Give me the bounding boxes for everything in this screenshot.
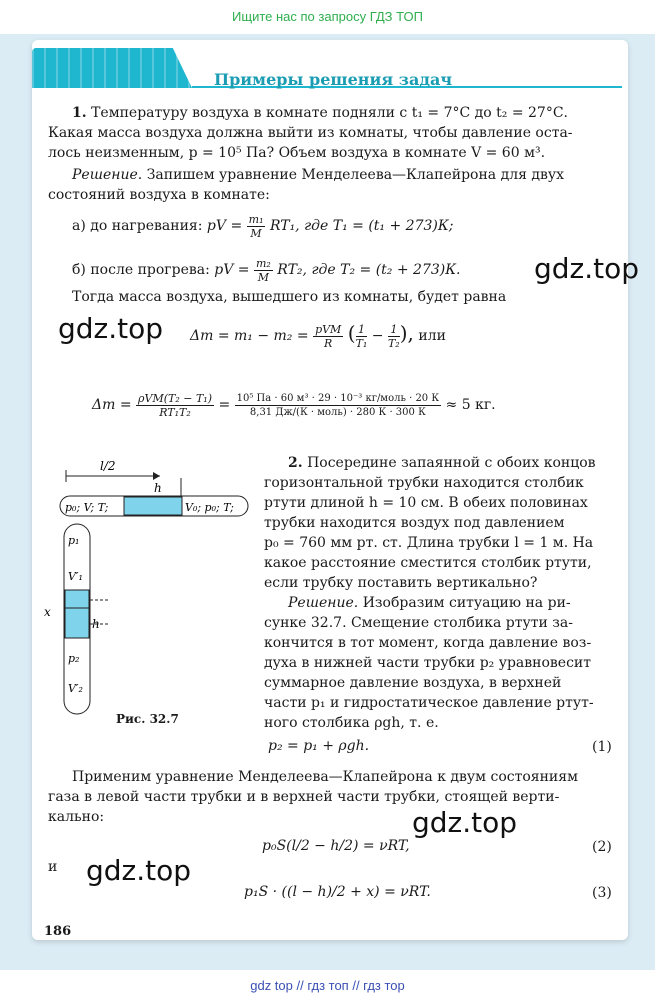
problem2-text-1: Посередине запаянной с обоих концов [307,455,596,471]
fig-label-h-top: h [154,481,162,495]
dm2-numeric-num: 10⁵ Па · 60 м³ · 29 · 10⁻³ кг/моль · 20 К [236,392,440,404]
apply-text-3: кально: [48,809,105,825]
equation-1-number: (1) [592,739,612,755]
watermark-1: gdz.top [534,252,640,285]
apply-text-1: Применим уравнение Менделеева—Клапейрона к двум состояниям [72,769,578,785]
dm2-num: ρVM(T₂ − T₁) [138,391,212,405]
header-decoration [32,48,192,88]
problem1-line1 [72,104,568,122]
equation-2: p₀S(l/2 − h/2) = νRT, [262,838,410,854]
equation-b [72,256,461,284]
dm1-fraction [313,323,343,350]
dm1-lhs: Δm = m₁ − m₂ = [190,328,309,344]
dm2-fraction [136,392,214,419]
fig-right-cell: V₀; p₀; T; [185,501,234,514]
fig-label-l-half: l/2 [100,459,116,473]
problem2-text-6: какое расстояние сместится столбик ртути, [264,555,592,571]
problem1-solution-2: состояний воздуха в комнате: [48,187,270,203]
dm2-result: ≈ 5 кг. [445,397,496,413]
solution-2-text-3: кончится в тот момент, когда давление воз- [264,635,592,651]
watermark-4: gdz.top [86,854,192,887]
arrow-head [153,472,160,480]
problem2-line-1 [288,454,596,472]
dm1-f2-num: 1 [388,323,400,337]
fig-p2: p₂ [68,652,80,665]
dm2-numeric-fraction [235,392,441,419]
figure-caption: Рис. 32.7 [116,712,179,726]
dm1-paren-close: ), [399,321,414,345]
eq-a-lhs: pV = [206,218,243,234]
figure-32-7 [40,456,260,716]
eq-b-den: M [257,270,270,284]
apply-text-2: газа в левой части трубки и в верхней части трубки, стоящей верти- [48,789,560,805]
equation-3-number: (3) [592,885,612,901]
solution-2-text-6: части p₁ и гидростатическое давление ртут- [264,695,594,711]
dm1-minus: − [371,328,384,344]
eq-b-fraction [254,257,273,284]
problem1-solution-1 [72,166,564,184]
page-number: 186 [44,924,72,939]
solution-label: Решение. [72,167,143,183]
delta-m-equation-2 [92,390,496,420]
fig-left-cell: p₀; V; T; [65,501,109,514]
problem2-text-2: горизонтальной трубки находится столбик [264,475,584,491]
solution-2-text-4: духа в нижней части трубки p₂ уравновесит [264,655,591,671]
problem2-solution-1 [288,594,571,612]
dm2-den: RT₁T₂ [159,405,191,419]
dm1-paren-open: ( [347,321,356,345]
eq-a-den: M [250,226,262,240]
dm1-fraction-1 [356,323,368,350]
solution-text: Запишем уравнение Менделеева—Клапейрона для двух [146,167,565,183]
dm2-numeric-den: 8,31 Дж/(К · моль) · 280 К · 300 К [249,406,426,418]
delta-m-equation-1 [190,318,446,351]
fig-x: x [44,605,51,619]
equation-a [72,212,453,240]
dm1-f2-den: T₂ [387,336,400,350]
fig-h-side: h [92,617,100,631]
problem2-text-5: p₀ = 760 мм рт. ст. Длина трубки l = 1 м. На [264,535,594,551]
solution-2-label: Решение. [288,595,359,611]
problem2-number: 2. [288,455,303,471]
dm1-fraction-2 [388,323,400,350]
watermark-2: gdz.top [58,312,164,345]
problem1-number: 1. [72,105,87,121]
fig-p1: p₁ [68,534,80,547]
problem1-text-2: Какая масса воздуха должна выйти из комнаты, чтобы давление оста- [48,125,573,141]
eq-a-rest: RT₁, где T₁ = (t₁ + 273)К; [269,218,454,234]
and-word: и [48,859,58,875]
section-title: Примеры решения задач [214,70,453,89]
eq-a-num: m₁ [248,212,264,226]
solution-2-text-2: сунке 32.7. Смещение столбика ртути за- [264,615,573,631]
solution-2-text-1: Изобразим ситуацию на ри- [362,595,571,611]
equation-3: p₁S · ((l − h)/2 + x) = νRT. [244,884,431,900]
eq-b-rest: RT₂, где T₂ = (t₂ + 273)К. [277,262,461,278]
bottom-banner[interactable]: gdz top // гдз топ // гдз тор [250,978,405,993]
eq-b-lhs: pV = [214,262,250,278]
top-banner[interactable]: Ищите нас по запросу ГДЗ ТОП [232,9,423,24]
equation-2-number: (2) [592,839,612,855]
dm1-den: R [324,336,333,350]
horizontal-mercury [124,497,182,515]
eq-b-label: б) после прогрева: [72,262,210,278]
problem2-text-3: ртути длиной h = 10 см. В обеих половинах [264,495,588,511]
fig-v2: V′₂ [68,682,83,695]
problem1-then: Тогда масса воздуха, вышедшего из комнаты, будет равна [72,289,507,305]
dm2-lhs: Δm = [92,397,132,413]
dm1-f1-num: 1 [356,323,368,337]
solution-2-text-5: суммарное давление воздуха, в верхней [264,675,562,691]
dm2-equals: = [218,397,231,413]
problem2-text-4: трубки находится воздух под давлением [264,515,565,531]
dm1-f1-den: T₁ [355,336,368,350]
solution-2-text-7: ного столбика ρgh, т. е. [264,715,439,731]
eq-b-num: m₂ [256,256,271,270]
dm1-num: pVM [315,322,342,336]
problem1-text-3: лось неизменным, p = 10⁵ Па? Объем воздуха в комнате V = 60 м³. [48,145,546,161]
vertical-mercury-top [65,590,89,608]
dm1-or: или [418,328,446,344]
problem1-text-1: Температуру воздуха в комнате подняли с t₁ = 7°С до t₂ = 27°С. [91,105,568,121]
equation-1: p₂ = p₁ + ρgh. [268,738,370,754]
eq-a-fraction [247,213,266,240]
problem2-text-7: если трубку поставить вертикально? [264,575,538,591]
vertical-mercury-bottom [65,608,89,638]
eq-a-label: а) до нагревания: [72,218,203,234]
fig-v1: V′₁ [68,570,83,583]
watermark-3: gdz.top [412,806,518,839]
